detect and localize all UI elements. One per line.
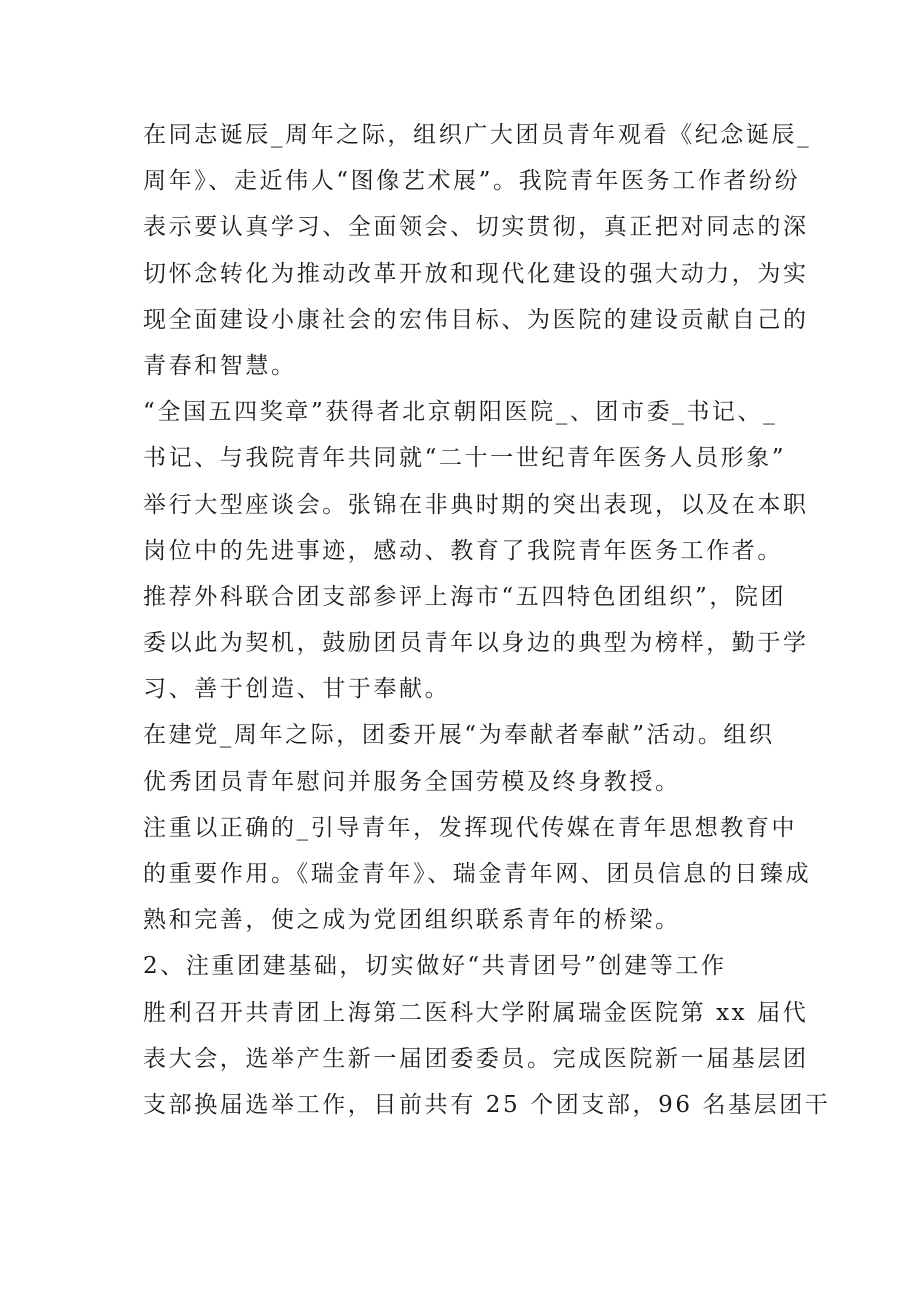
text-line: 书记、与我院青年共同就“二十一世纪青年医务人员形象”	[143, 445, 787, 472]
document-body	[143, 112, 831, 1128]
text-line: 周年》、走近伟人“图像艺术展”。我院青年医务工作者纷纷	[143, 168, 801, 195]
text-line: 表大会，选举产生新一届团委委员。完成医院新一届基层团	[143, 1045, 809, 1072]
text-line: 切怀念转化为推动改革开放和现代化建设的强大动力，为实	[143, 260, 809, 287]
text-line: 委以此为契机，鼓励团员青年以身边的典型为榜样，勤于学	[143, 630, 809, 657]
text-line: 的重要作用。《瑞金青年》、瑞金青年网、团员信息的日臻成	[143, 861, 812, 887]
text-line: “全国五四奖章”获得者北京朝阳医院_、团市委_书记、_	[143, 399, 778, 426]
text-line: 注重以正确的_引导青年，发挥现代传媒在青年思想教育中	[143, 814, 798, 841]
text-line: 支部换届选举工作，目前共有 25 个团支部，96 名基层团干	[143, 1091, 831, 1118]
text-line: 熟和完善，使之成为党团组织联系青年的桥梁。	[143, 907, 681, 934]
text-line: 岗位中的先进事迹，感动、教育了我院青年医务工作者。	[143, 537, 783, 564]
text-line: 青春和智慧。	[143, 352, 297, 379]
text-line: 在建党_周年之际，团委开展“为奉献者奉献”活动。组织	[143, 722, 775, 749]
section-heading: 2、注重团建基础，切实做好“共青团号”创建等工作	[143, 953, 727, 980]
text-line: 习、善于创造、甘于奉献。	[143, 676, 451, 703]
text-line: 在同志诞辰_周年之际，组织广大团员青年观看《纪念诞辰_	[143, 122, 812, 148]
text-line: 胜利召开共青团上海第二医科大学附属瑞金医院第 xx 届代	[143, 999, 809, 1026]
text-line: 表示要认真学习、全面领会、切实贯彻，真正把对同志的深	[143, 214, 809, 241]
text-line: 现全面建设小康社会的宏伟目标、为医院的建设贡献自己的	[143, 306, 809, 333]
text-line: 推荐外科联合团支部参评上海市“五四特色团组织”，院团	[143, 583, 787, 610]
text-line: 优秀团员青年慰问并服务全国劳模及终身教授。	[143, 768, 681, 795]
text-line: 举行大型座谈会。张锦在非典时期的突出表现，以及在本职	[143, 491, 809, 518]
